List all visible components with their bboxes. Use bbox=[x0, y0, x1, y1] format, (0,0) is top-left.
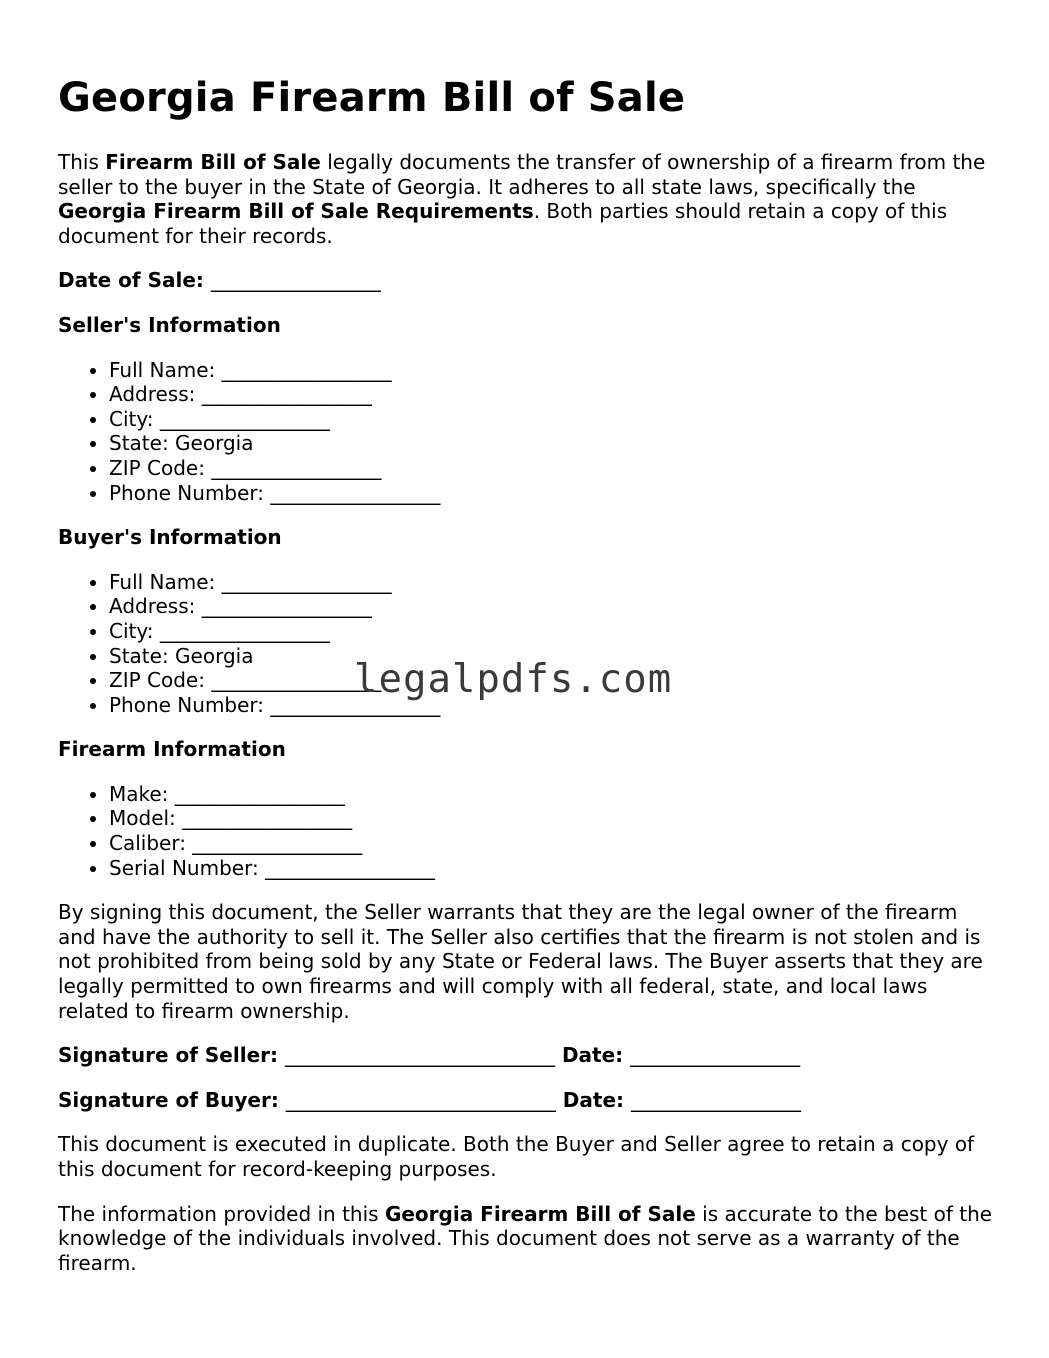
date-of-sale-line bbox=[58, 268, 998, 293]
firearm-model: • Model: _________________ bbox=[109, 806, 998, 831]
closing-paragraph bbox=[58, 1202, 998, 1276]
duplicate-paragraph: This document is executed in duplicate. Both the Buyer and Seller agree to retain a copy of this document for record-keeping purposes. bbox=[58, 1132, 975, 1181]
seller-heading: Seller's Information bbox=[58, 312, 281, 337]
buyer-signature-blank: ___________________________ bbox=[285, 1087, 556, 1112]
seller-signature-line bbox=[58, 1043, 998, 1068]
closing-bold: Georgia Firearm Bill of Sale bbox=[384, 1201, 696, 1226]
seller-date-blank: _________________ bbox=[630, 1043, 801, 1068]
seller-date-label: Date: bbox=[561, 1043, 624, 1068]
intro-bold-2: Georgia Firearm Bill of Sale Requirements bbox=[58, 199, 534, 224]
seller-full-name: • Full Name: _________________ bbox=[109, 358, 998, 383]
firearm-list bbox=[58, 782, 998, 880]
buyer-zip: • ZIP Code: _________________ bbox=[109, 668, 998, 693]
watermark: legalpdfs.com bbox=[354, 657, 673, 702]
buyer-date-blank: _________________ bbox=[631, 1087, 801, 1112]
buyer-state: • State: Georgia bbox=[109, 644, 998, 669]
intro-text-2: legally documents the transfer of ownership of a firearm from the seller to the buyer in the State of Georgia. It adheres to all state laws, specifically the bbox=[58, 150, 986, 199]
buyer-signature-label: Signature of Buyer: bbox=[58, 1087, 279, 1112]
firearm-heading: Firearm Information bbox=[58, 737, 286, 762]
buyer-date-label: Date: bbox=[562, 1087, 625, 1112]
seller-list bbox=[58, 358, 998, 506]
buyer-city: • City: _________________ bbox=[109, 619, 998, 644]
buyer-phone: • Phone Number: _________________ bbox=[109, 693, 998, 718]
seller-phone: • Phone Number: _________________ bbox=[109, 481, 998, 506]
seller-zip: • ZIP Code: _________________ bbox=[109, 456, 998, 481]
intro-paragraph bbox=[58, 150, 998, 248]
firearm-make: • Make: _________________ bbox=[109, 782, 998, 807]
date-of-sale-blank: _________________ bbox=[210, 268, 381, 293]
seller-signature-label: Signature of Seller: bbox=[58, 1043, 279, 1068]
firearm-caliber: • Caliber: _________________ bbox=[109, 831, 998, 856]
seller-state: • State: Georgia bbox=[109, 431, 998, 456]
intro-text-1: This bbox=[58, 150, 106, 174]
intro-bold-1: Firearm Bill of Sale bbox=[105, 150, 321, 174]
warranty-paragraph: By signing this document, the Seller warrants that they are the legal owner of the firearm and have the authority to sell it. The Seller also certifies that the firearm is not stolen and is not prohibited from being sold by any State or Federal laws. The Buyer asserts that they are legally permitted to own firearms and will comply with all federal, state, and local laws related to firearm ownership. bbox=[58, 900, 983, 1023]
firearm-serial: • Serial Number: _________________ bbox=[109, 856, 998, 881]
seller-address: • Address: _________________ bbox=[109, 382, 998, 407]
closing-text-2: is accurate to the best of the knowledge of the individuals involved. This document does not serve as a warranty of the firearm. bbox=[58, 1201, 993, 1275]
buyer-address: • Address: _________________ bbox=[109, 594, 998, 619]
page-title: Georgia Firearm Bill of Sale bbox=[58, 75, 686, 121]
buyer-heading: Buyer's Information bbox=[58, 525, 282, 550]
date-of-sale-label: Date of Sale: bbox=[58, 268, 204, 293]
buyer-signature-line bbox=[58, 1088, 998, 1113]
seller-signature-blank: ___________________________ bbox=[284, 1043, 555, 1068]
intro-text-3: . Both parties should retain a copy of this document for their records. bbox=[58, 199, 948, 248]
seller-city: • City: _________________ bbox=[109, 407, 998, 432]
buyer-full-name: • Full Name: _________________ bbox=[109, 570, 998, 595]
closing-text-1: The information provided in this bbox=[58, 1201, 385, 1226]
